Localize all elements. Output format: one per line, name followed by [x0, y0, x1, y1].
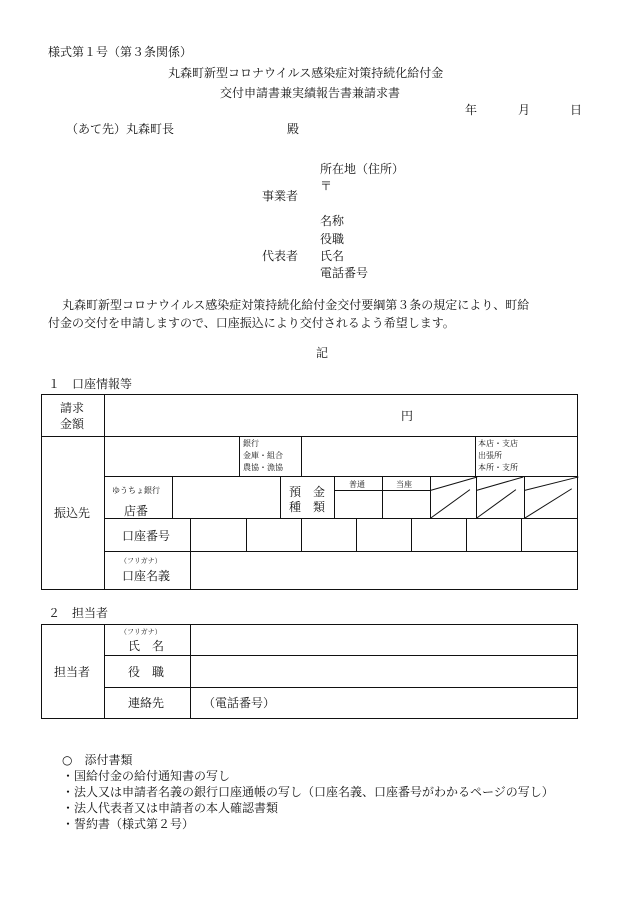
bank-type-3: 農協・漁協 — [243, 463, 283, 472]
deposit-futsu[interactable]: 普通 — [349, 480, 365, 489]
attachments-heading: ○ 添付書類 — [62, 753, 133, 767]
branch-type-1: 本店・支店 — [478, 439, 518, 448]
furigana-label-1: （フリガナ） — [120, 557, 162, 565]
postal-mark: 〒 — [320, 179, 333, 193]
deposit-type-1: 預 金 — [289, 485, 326, 499]
form-number: 様式第１号（第３条関係） — [48, 45, 193, 59]
claim-label-2: 金額 — [60, 417, 85, 431]
phone-label: 電話番号 — [320, 266, 369, 280]
addressee: （あて先）丸森町長 — [66, 122, 175, 136]
claim-label-1: 請求 — [60, 401, 85, 415]
name-label: 名称 — [320, 214, 345, 228]
transfer-label: 振込先 — [54, 506, 91, 520]
yucho-label: ゆうちょ銀行 — [112, 486, 160, 495]
form-title-line2: 交付申請書兼実績報告書兼請求書 — [220, 86, 401, 100]
yen-unit: 円 — [401, 409, 414, 423]
contact-name-label: 氏 名 — [128, 639, 165, 653]
business-label: 事業者 — [262, 189, 299, 203]
furigana-label-2: （フリガナ） — [120, 628, 162, 636]
deposit-type-2: 種 類 — [289, 500, 326, 514]
account-number-label: 口座番号 — [122, 529, 171, 543]
honorific: 殿 — [287, 122, 300, 136]
attachment-item: ・法人又は申請者名義の銀行口座通帳の写し（口座名義、口座番号がわかるページの写し） — [62, 785, 554, 799]
deposit-toza[interactable]: 当座 — [396, 480, 412, 489]
position-label: 役職 — [320, 232, 345, 246]
bank-type-1: 銀行 — [243, 439, 259, 448]
paragraph-line1: 丸森町新型コロナウイルス感染症対策持続化給付金交付要綱第３条の規定により、町給 — [62, 298, 530, 312]
store-number-label: 店番 — [124, 504, 149, 518]
representative-label: 代表者 — [262, 249, 299, 263]
contact-position-label: 役 職 — [128, 665, 165, 679]
branch-type-2: 出張所 — [478, 451, 502, 460]
address-label: 所在地（住所） — [320, 162, 405, 176]
contact-info-label: 連絡先 — [128, 696, 165, 710]
claim-amount-field[interactable] — [106, 398, 396, 434]
phone-number-hint: （電話番号） — [203, 696, 276, 710]
contact-person-label: 担当者 — [54, 665, 91, 679]
attachment-item: ・誓約書（様式第２号） — [62, 817, 195, 831]
section2-heading: ２ 担当者 — [48, 606, 109, 620]
section1-heading: １ 口座情報等 — [48, 377, 133, 391]
branch-type-3: 本所・支所 — [478, 463, 518, 472]
attachment-item: ・法人代表者又は申請者の本人確認書類 — [62, 801, 279, 815]
date-month: 月 — [518, 103, 531, 117]
account-name-label: 口座名義 — [122, 569, 171, 583]
person-name-label: 氏名 — [320, 249, 345, 263]
bank-type-2: 金庫・組合 — [243, 451, 283, 460]
date-year: 年 — [465, 103, 478, 117]
attachment-item: ・国給付金の給付通知書の写し — [62, 769, 231, 783]
form-title-line1: 丸森町新型コロナウイルス感染症対策持続化給付金 — [168, 66, 444, 80]
ki-mark: 記 — [316, 346, 329, 360]
date-day: 日 — [570, 103, 583, 117]
paragraph-line2: 付金の交付を申請しますので、口座振込により交付されるよう希望します。 — [48, 316, 455, 330]
